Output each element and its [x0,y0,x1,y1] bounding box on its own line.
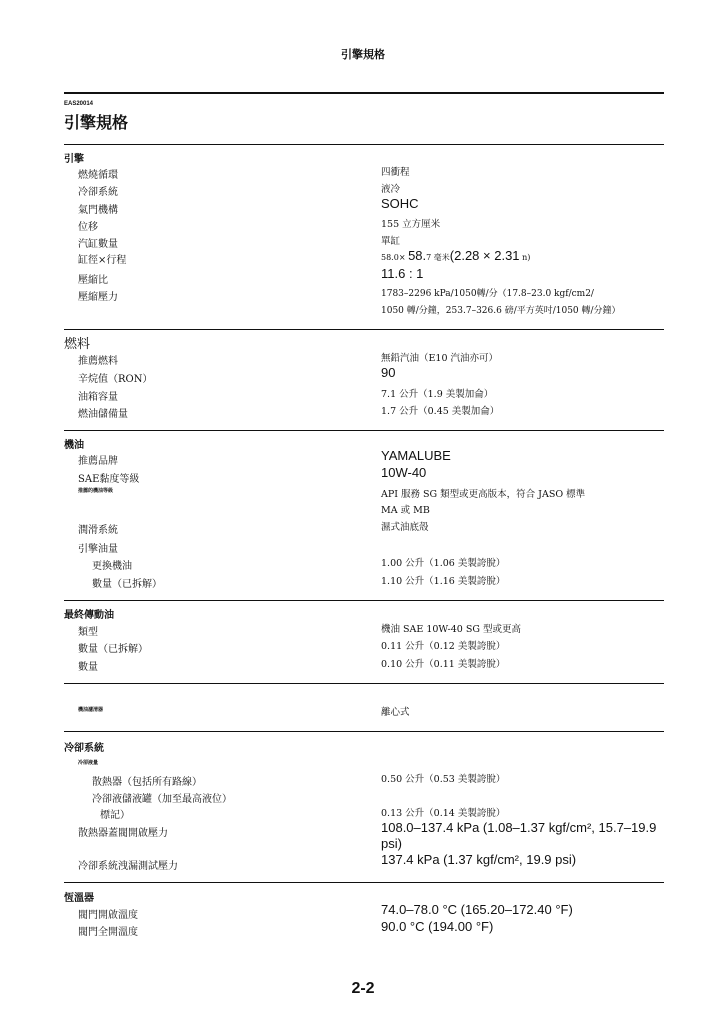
spec-label: 燃油儲備量 [78,409,128,420]
section-rule [64,430,664,431]
spec-label: 更換機油 [92,561,132,572]
spec-label: 壓縮壓力 [78,292,118,303]
spec-value: MA 或 MB [381,505,430,516]
spec-value: 0.13 公升（0.14 美製誇脫） [381,808,506,819]
spec-label: 數量（已拆解） [92,579,162,590]
spec-label: 燃燒循環 [78,170,118,181]
spec-label: 推薦燃料 [78,356,118,367]
spec-label: 缸徑×行程 [78,255,127,266]
bore-text: (2.28 × 2.31 [449,248,520,263]
spec-value: 離心式 [381,707,410,718]
section-rule [64,144,664,145]
section-heading-cooling: 冷卻系統 [64,743,104,754]
spec-value: 1783–2296 kPa/1050轉/分（17.8–23.0 kgf/cm2/ [381,289,594,299]
spec-value: 濕式油底殼 [381,522,429,533]
section-rule [64,600,664,601]
spec-label: 冷卻系統 [78,187,118,198]
spec-value: 1.10 公升（1.16 美製誇脫） [381,576,506,587]
page-number: 2-2 [351,980,375,997]
spec-value: 0.11 公升（0.12 美製誇脫） [381,641,506,652]
section-heading-final-drive: 最終傳動油 [64,610,114,621]
running-header: 引擎規格 [341,48,385,61]
spec-label: 機油濾清器 [78,707,104,713]
section-heading-oil: 機油 [64,440,84,451]
spec-label: 冷卻液量 [78,760,99,766]
spec-value: 137.4 kPa (1.37 kgf/cm², 19.9 psi) [381,852,577,867]
section-rule [64,882,664,883]
section-rule [64,683,664,684]
spec-value: 機油 SAE 10W-40 SG 型或更高 [381,624,521,635]
spec-value: 90.0 °C (194.00 °F) [381,919,494,934]
doc-code: EAS20014 [64,101,94,107]
spec-label: 推薦的機油等級 [78,488,114,494]
spec-label: 閥門開啟溫度 [78,910,138,921]
bore-text: n) [519,253,531,262]
top-rule [64,92,664,94]
section-heading-engine: 引擎 [64,154,84,165]
spec-label: 散熱器（包括所有路線） [92,777,202,788]
spec-label: 引擎油量 [78,544,118,555]
spec-value: 液冷 [381,184,401,195]
spec-value: 0.10 公升（0.11 美製誇脫） [381,659,506,670]
spec-label: 標記） [100,810,130,821]
page-title: 引擎規格 [64,113,129,132]
spec-value: 7.1 公升（1.9 美製加侖） [381,389,494,400]
spec-value: 無鉛汽油（E10 汽油亦可） [381,353,499,364]
spec-value: 四衝程 [381,167,410,178]
bore-text: 58.0× [381,253,409,262]
bore-text: 7 毫米 [426,253,450,262]
spec-value: 單缸 [381,236,401,247]
spec-label: 潤滑系統 [78,525,118,536]
spec-value-bore [381,248,666,265]
section-heading-fuel: 燃料 [64,337,91,352]
spec-label: 油箱容量 [78,392,118,403]
spec-value: SOHC [381,196,419,211]
spec-label: SAE黏度等級 [78,474,140,485]
spec-label: 散熱器蓋閥開啟壓力 [78,828,168,839]
spec-value: YAMALUBE [381,448,451,463]
spec-value: 1050 轉/分鐘，253.7–326.6 磅/平方英吋/1050 轉/分鐘） [381,306,621,316]
spec-value: 1.7 公升（0.45 美製加侖） [381,406,500,417]
spec-value: 155 立方厘米 [381,219,441,230]
spec-value: API 服務 SG 類型或更高版本，符合 JASO 標準 [381,489,586,500]
spec-label: 冷卻系統洩漏測試壓力 [78,861,178,872]
spec-value: 90 [381,365,396,380]
spec-value: 108.0–137.4 kPa (1.08–1.37 kgf/cm², 15.7–19.9 [381,820,657,835]
spec-label: 冷卻液儲液罐（加至最高液位） [92,794,232,805]
spec-label: 閥門全開溫度 [78,927,138,938]
spec-label: 數量 [78,662,98,673]
section-rule [64,329,664,330]
spec-label: 辛烷值（RON） [78,374,153,385]
bore-text: 58. [408,248,427,263]
spec-label: 位移 [78,222,98,233]
spec-value: 10W-40 [381,465,427,480]
spec-label: 類型 [78,627,98,638]
section-rule [64,731,664,732]
spec-value: 1.00 公升（1.06 美製誇脫） [381,558,506,569]
spec-label: 壓縮比 [78,275,108,286]
spec-value: psi) [381,836,402,851]
spec-label: 氣門機構 [78,205,118,216]
spec-value: 11.6 : 1 [381,266,424,281]
spec-label: 推薦品牌 [78,456,118,467]
spec-value: 0.50 公升（0.53 美製誇脫） [381,774,506,785]
spec-label: 汽缸數量 [78,239,118,250]
spec-label: 數量（已拆解） [78,644,148,655]
spec-value: 74.0–78.0 °C (165.20–172.40 °F) [381,902,573,917]
section-heading-thermostat: 恆溫器 [64,893,94,904]
